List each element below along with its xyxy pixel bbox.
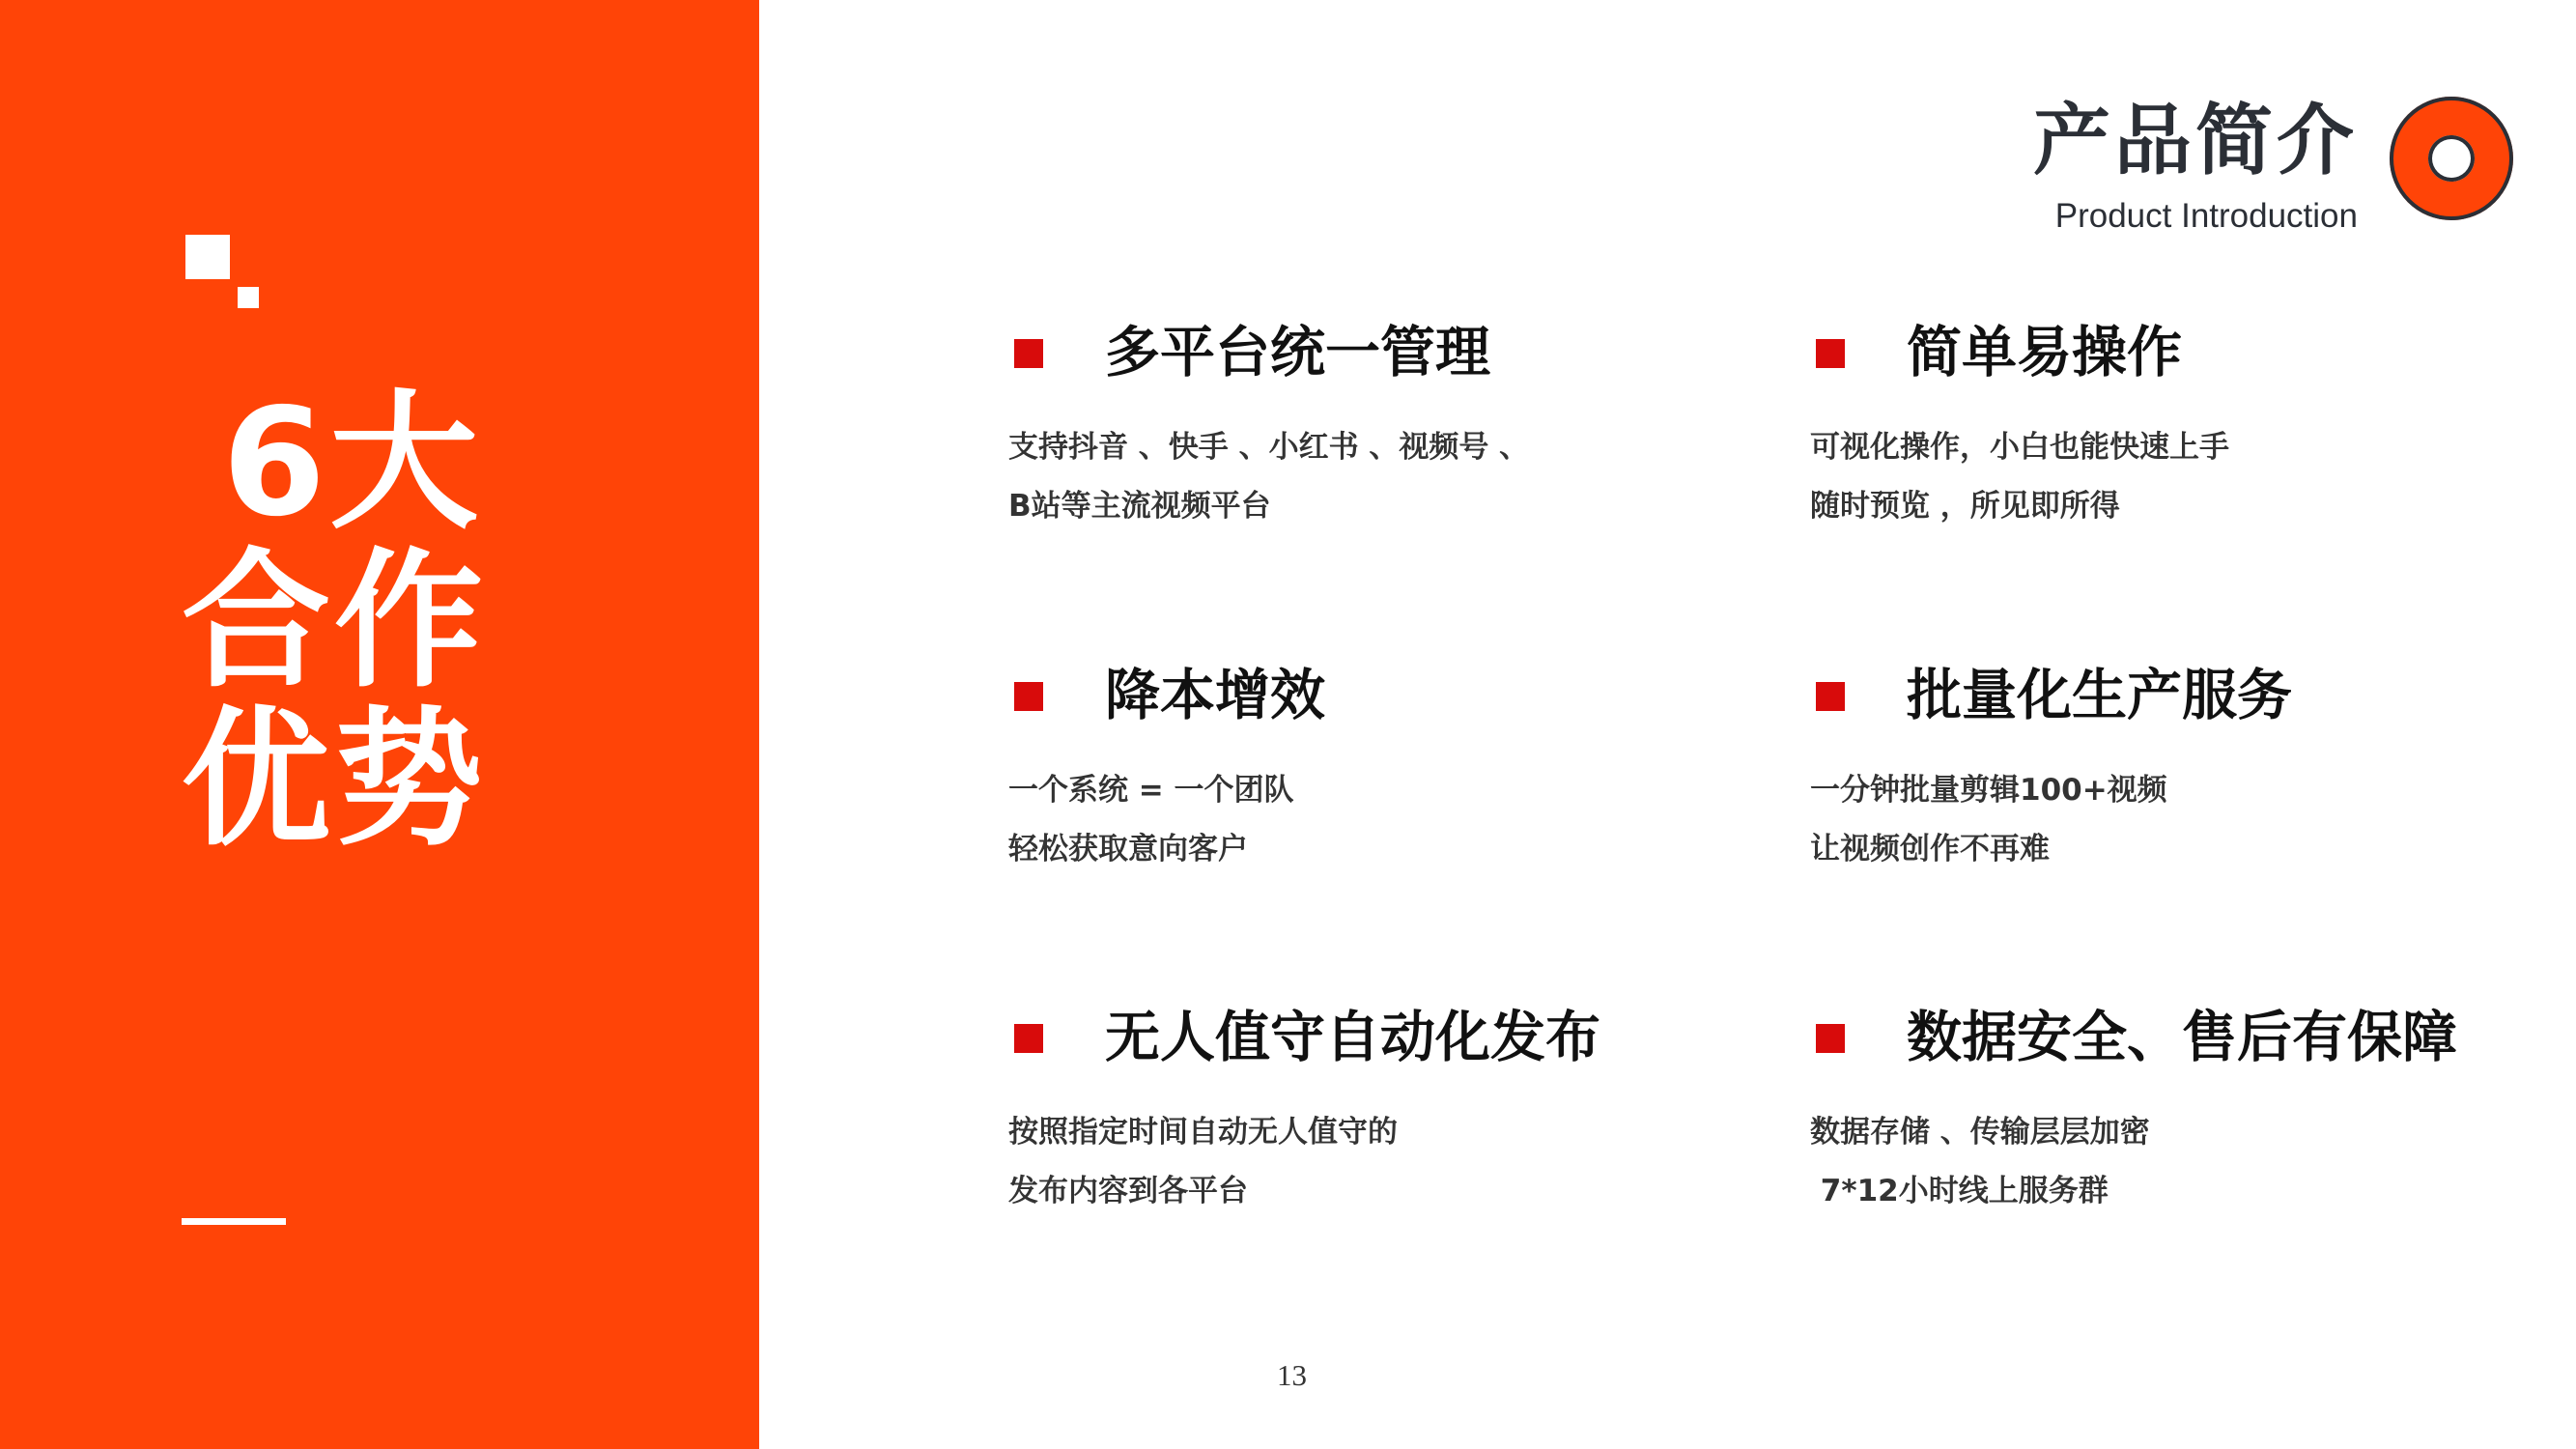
feature-description-line: 发布内容到各平台	[1008, 1174, 1248, 1208]
decorative-dash	[182, 1218, 286, 1225]
feature-title: 批量化生产服务	[1907, 664, 2292, 727]
feature-title: 简单易操作	[1907, 321, 2182, 384]
feature-description	[1008, 761, 1294, 879]
ring-icon	[2390, 97, 2513, 220]
left-accent-panel	[0, 0, 759, 1449]
section-title: 产品简介	[2033, 96, 2358, 185]
feature-title: 数据安全、售后有保障	[1907, 1006, 2457, 1069]
feature-description	[1810, 761, 2167, 879]
square-bullet-icon	[1014, 339, 1043, 368]
square-bullet-icon	[1816, 682, 1845, 711]
feature-description-line: 轻松获取意向客户	[1008, 832, 1248, 867]
feature-description	[1008, 418, 1529, 536]
logo-square-small	[238, 287, 259, 308]
main-title-line-1: 6大	[222, 377, 483, 550]
feature-description-line: 一个系统 = 一个团队	[1008, 773, 1294, 808]
square-bullet-icon	[1816, 339, 1845, 368]
feature-description-line: B站等主流视频平台	[1008, 489, 1271, 524]
feature-description-line: 可视化操作，小白也能快速上手	[1810, 430, 2229, 465]
square-bullet-icon	[1816, 1024, 1845, 1053]
main-title	[182, 377, 587, 867]
section-subtitle: Product Introduction	[2054, 197, 2358, 235]
section-header	[2033, 93, 2358, 238]
ring-icon-hole	[2428, 135, 2475, 182]
feature-description-line: 7*12小时线上服务群	[1810, 1174, 2109, 1208]
square-bullet-icon	[1014, 1024, 1043, 1053]
feature-description-line: 数据存储 、传输层层加密	[1810, 1115, 2150, 1150]
feature-description-line: 按照指定时间自动无人值守的	[1008, 1115, 1398, 1150]
feature-description	[1008, 1103, 1398, 1221]
square-logo-mark	[185, 235, 261, 310]
feature-description-line: 一分钟批量剪辑100+视频	[1810, 773, 2167, 808]
logo-square-large	[185, 235, 230, 279]
feature-description	[1810, 1103, 2150, 1221]
feature-title: 降本增效	[1105, 664, 1325, 727]
feature-description-line: 让视频创作不再难	[1810, 832, 2050, 867]
feature-description-line: 支持抖音 、快手 、小红书 、视频号 、	[1008, 430, 1530, 465]
feature-description-line: 随时预览 ，所见即所得	[1810, 489, 2120, 524]
main-title-line-3: 优势	[182, 694, 488, 867]
square-bullet-icon	[1014, 682, 1043, 711]
main-title-line-2: 合作	[182, 535, 488, 708]
feature-title: 无人值守自动化发布	[1105, 1006, 1600, 1069]
feature-title: 多平台统一管理	[1105, 321, 1490, 384]
page-number: 13	[1277, 1358, 1307, 1392]
feature-description	[1810, 418, 2229, 536]
